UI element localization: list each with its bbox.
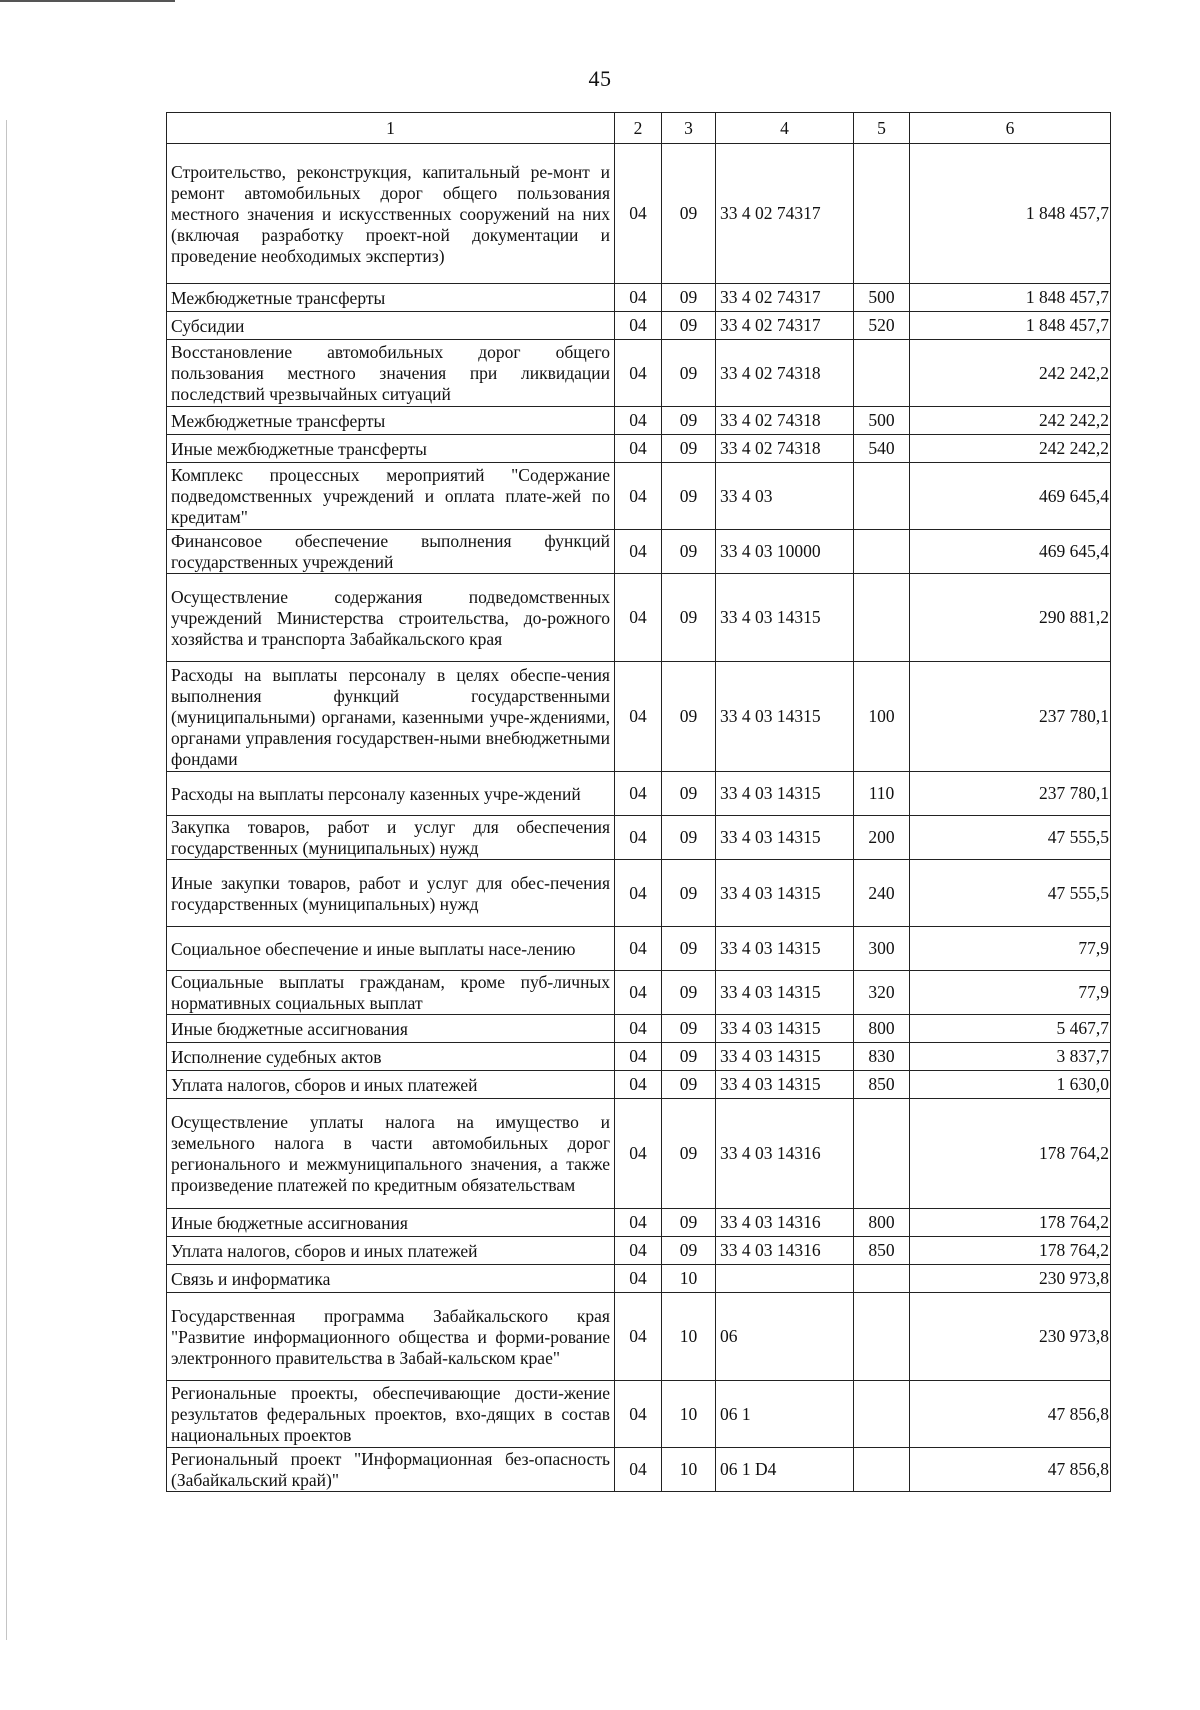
row-name-cell: Иные межбюджетные трансферты	[167, 435, 615, 463]
amount-cell: 230 973,8	[910, 1293, 1111, 1381]
table-row	[167, 1293, 1111, 1381]
subsection-code-cell: 10	[662, 1293, 716, 1381]
amount-cell: 178 764,2	[910, 1099, 1111, 1209]
header-cell-4: 4	[716, 113, 854, 144]
target-article-cell: 33 4 03 14315	[716, 772, 854, 816]
amount-cell: 469 645,4	[910, 530, 1111, 574]
amount-cell: 47 555,5	[910, 816, 1111, 860]
expense-type-cell	[854, 1381, 910, 1448]
target-article-cell: 33 4 02 74317	[716, 284, 854, 312]
section-code-cell: 04	[615, 1381, 662, 1448]
subsection-code-cell: 09	[662, 1237, 716, 1265]
amount-cell: 242 242,2	[910, 435, 1111, 463]
header-cell-3: 3	[662, 113, 716, 144]
row-name-cell: Субсидии	[167, 312, 615, 340]
table-row	[167, 662, 1111, 772]
subsection-code-cell: 09	[662, 816, 716, 860]
header-cell-6: 6	[910, 113, 1111, 144]
header-cell-2: 2	[615, 113, 662, 144]
section-code-cell: 04	[615, 144, 662, 284]
amount-cell: 1 848 457,7	[910, 312, 1111, 340]
table-row	[167, 340, 1111, 407]
expense-type-cell: 850	[854, 1071, 910, 1099]
expense-type-cell	[854, 340, 910, 407]
section-code-cell: 04	[615, 284, 662, 312]
expense-type-cell	[854, 144, 910, 284]
target-article-cell: 33 4 02 74317	[716, 144, 854, 284]
table-row	[167, 1381, 1111, 1448]
section-code-cell: 04	[615, 1043, 662, 1071]
expense-type-cell: 800	[854, 1015, 910, 1043]
subsection-code-cell: 10	[662, 1265, 716, 1293]
table-row	[167, 1448, 1111, 1492]
table-body	[167, 144, 1111, 1492]
subsection-code-cell: 09	[662, 1043, 716, 1071]
section-code-cell: 04	[615, 816, 662, 860]
subsection-code-cell: 09	[662, 662, 716, 772]
target-article-cell: 33 4 03	[716, 463, 854, 530]
row-name-cell: Восстановление автомобильных дорог общего пользования местного значения при ликвидации последствий чрезвычайных ситуаций	[167, 340, 615, 407]
expense-type-cell: 320	[854, 971, 910, 1015]
amount-cell: 47 856,8	[910, 1448, 1111, 1492]
header-cell-5: 5	[854, 113, 910, 144]
expense-type-cell: 800	[854, 1209, 910, 1237]
section-code-cell: 04	[615, 1099, 662, 1209]
table-row	[167, 144, 1111, 284]
section-code-cell: 04	[615, 1293, 662, 1381]
subsection-code-cell: 09	[662, 927, 716, 971]
header-cell-1: 1	[167, 113, 615, 144]
table-row	[167, 971, 1111, 1015]
subsection-code-cell: 09	[662, 312, 716, 340]
table-row	[167, 1015, 1111, 1043]
expense-type-cell: 100	[854, 662, 910, 772]
row-name-cell: Связь и информатика	[167, 1265, 615, 1293]
budget-table	[166, 112, 1111, 1492]
table-row	[167, 1043, 1111, 1071]
subsection-code-cell: 09	[662, 435, 716, 463]
target-article-cell: 33 4 03 14316	[716, 1237, 854, 1265]
amount-cell: 3 837,7	[910, 1043, 1111, 1071]
amount-cell: 469 645,4	[910, 463, 1111, 530]
amount-cell: 47 856,8	[910, 1381, 1111, 1448]
expense-type-cell	[854, 1099, 910, 1209]
table-row	[167, 1237, 1111, 1265]
row-name-cell: Социальные выплаты гражданам, кроме пуб-личных нормативных социальных выплат	[167, 971, 615, 1015]
amount-cell: 230 973,8	[910, 1265, 1111, 1293]
target-article-cell: 06 1 D4	[716, 1448, 854, 1492]
table-row	[167, 927, 1111, 971]
amount-cell: 5 467,7	[910, 1015, 1111, 1043]
table-row	[167, 816, 1111, 860]
subsection-code-cell: 09	[662, 407, 716, 435]
section-code-cell: 04	[615, 435, 662, 463]
section-code-cell: 04	[615, 971, 662, 1015]
row-name-cell: Уплата налогов, сборов и иных платежей	[167, 1071, 615, 1099]
section-code-cell: 04	[615, 312, 662, 340]
table-row	[167, 1209, 1111, 1237]
subsection-code-cell: 09	[662, 860, 716, 927]
expense-type-cell	[854, 463, 910, 530]
section-code-cell: 04	[615, 530, 662, 574]
target-article-cell: 33 4 02 74318	[716, 435, 854, 463]
expense-type-cell: 850	[854, 1237, 910, 1265]
expense-type-cell	[854, 1293, 910, 1381]
row-name-cell: Государственная программа Забайкальского края "Развитие информационного общества и форми-рование электронного правительства в Забай-кальском крае"	[167, 1293, 615, 1381]
amount-cell: 242 242,2	[910, 340, 1111, 407]
expense-type-cell	[854, 1265, 910, 1293]
target-article-cell: 33 4 03 14315	[716, 1043, 854, 1071]
target-article-cell: 33 4 02 74318	[716, 340, 854, 407]
table-row	[167, 312, 1111, 340]
row-name-cell: Иные закупки товаров, работ и услуг для обес-печения государственных (муниципальных) нужд	[167, 860, 615, 927]
subsection-code-cell: 09	[662, 772, 716, 816]
section-code-cell: 04	[615, 1237, 662, 1265]
section-code-cell: 04	[615, 1209, 662, 1237]
subsection-code-cell: 09	[662, 574, 716, 662]
expense-type-cell: 830	[854, 1043, 910, 1071]
table-row	[167, 860, 1111, 927]
expense-type-cell: 110	[854, 772, 910, 816]
table-header-row	[167, 113, 1111, 144]
amount-cell: 242 242,2	[910, 407, 1111, 435]
table-row	[167, 284, 1111, 312]
expense-type-cell: 500	[854, 407, 910, 435]
target-article-cell: 33 4 03 14315	[716, 971, 854, 1015]
target-article-cell	[716, 1265, 854, 1293]
expense-type-cell: 300	[854, 927, 910, 971]
row-name-cell: Комплекс процессных мероприятий "Содержание подведомственных учреждений и оплата плате-жей по кредитам"	[167, 463, 615, 530]
row-name-cell: Закупка товаров, работ и услуг для обеспечения государственных (муниципальных) нужд	[167, 816, 615, 860]
section-code-cell: 04	[615, 1448, 662, 1492]
row-name-cell: Осуществление уплаты налога на имущество и земельного налога в части автомобильных дорог регионального и межмуниципального значения, а также произведение платежей по кредитным обязательствам	[167, 1099, 615, 1209]
section-code-cell: 04	[615, 1071, 662, 1099]
section-code-cell: 04	[615, 927, 662, 971]
expense-type-cell	[854, 530, 910, 574]
row-name-cell: Строительство, реконструкция, капитальный ре-монт и ремонт автомобильных дорог общего пользования местного значения и искусственных сооружений на них (включая разработку проект-ной документации и проведение необходимых экспертиз)	[167, 144, 615, 284]
row-name-cell: Иные бюджетные ассигнования	[167, 1209, 615, 1237]
table-row	[167, 407, 1111, 435]
row-name-cell: Региональные проекты, обеспечивающие дости-жение результатов федеральных проектов, вхо-дящих в состав национальных проектов	[167, 1381, 615, 1448]
subsection-code-cell: 09	[662, 971, 716, 1015]
row-name-cell: Межбюджетные трансферты	[167, 407, 615, 435]
target-article-cell: 06 1	[716, 1381, 854, 1448]
target-article-cell: 33 4 03 14315	[716, 574, 854, 662]
amount-cell: 1 848 457,7	[910, 144, 1111, 284]
section-code-cell: 04	[615, 574, 662, 662]
amount-cell: 77,9	[910, 927, 1111, 971]
subsection-code-cell: 09	[662, 1015, 716, 1043]
section-code-cell: 04	[615, 662, 662, 772]
target-article-cell: 06	[716, 1293, 854, 1381]
table-row	[167, 772, 1111, 816]
page-number: 45	[588, 66, 612, 91]
target-article-cell: 33 4 02 74317	[716, 312, 854, 340]
subsection-code-cell: 09	[662, 1209, 716, 1237]
section-code-cell: 04	[615, 860, 662, 927]
target-article-cell: 33 4 03 14315	[716, 860, 854, 927]
row-name-cell: Уплата налогов, сборов и иных платежей	[167, 1237, 615, 1265]
amount-cell: 237 780,1	[910, 772, 1111, 816]
row-name-cell: Расходы на выплаты персоналу в целях обеспе-чения выполнения функций государственными (муниципальными) органами, казенными учре-ждениями, органами управления государствен-ными внебюджетными фондами	[167, 662, 615, 772]
amount-cell: 1 630,0	[910, 1071, 1111, 1099]
scan-mark-left-edge	[6, 120, 7, 1640]
expense-type-cell: 540	[854, 435, 910, 463]
target-article-cell: 33 4 03 14315	[716, 816, 854, 860]
amount-cell: 237 780,1	[910, 662, 1111, 772]
amount-cell: 77,9	[910, 971, 1111, 1015]
target-article-cell: 33 4 03 14316	[716, 1209, 854, 1237]
row-name-cell: Расходы на выплаты персоналу казенных учре-ждений	[167, 772, 615, 816]
table-row	[167, 1265, 1111, 1293]
target-article-cell: 33 4 03 14315	[716, 1015, 854, 1043]
row-name-cell: Иные бюджетные ассигнования	[167, 1015, 615, 1043]
table-row	[167, 1071, 1111, 1099]
row-name-cell: Региональный проект "Информационная без-опасность (Забайкальский край)"	[167, 1448, 615, 1492]
table-row	[167, 1099, 1111, 1209]
subsection-code-cell: 09	[662, 284, 716, 312]
section-code-cell: 04	[615, 1265, 662, 1293]
subsection-code-cell: 09	[662, 340, 716, 407]
expense-type-cell	[854, 574, 910, 662]
amount-cell: 47 555,5	[910, 860, 1111, 927]
target-article-cell: 33 4 03 14316	[716, 1099, 854, 1209]
expense-type-cell: 200	[854, 816, 910, 860]
row-name-cell: Исполнение судебных актов	[167, 1043, 615, 1071]
subsection-code-cell: 09	[662, 463, 716, 530]
row-name-cell: Финансовое обеспечение выполнения функций государственных учреждений	[167, 530, 615, 574]
table-row	[167, 574, 1111, 662]
expense-type-cell	[854, 1448, 910, 1492]
section-code-cell: 04	[615, 772, 662, 816]
subsection-code-cell: 10	[662, 1381, 716, 1448]
target-article-cell: 33 4 03 14315	[716, 1071, 854, 1099]
subsection-code-cell: 10	[662, 1448, 716, 1492]
expense-type-cell: 500	[854, 284, 910, 312]
amount-cell: 1 848 457,7	[910, 284, 1111, 312]
expense-type-cell: 240	[854, 860, 910, 927]
target-article-cell: 33 4 03 14315	[716, 662, 854, 772]
row-name-cell: Осуществление содержания подведомственных учреждений Министерства строительства, до-рожного хозяйства и транспорта Забайкальского края	[167, 574, 615, 662]
amount-cell: 178 764,2	[910, 1209, 1111, 1237]
target-article-cell: 33 4 02 74318	[716, 407, 854, 435]
table-row	[167, 463, 1111, 530]
subsection-code-cell: 09	[662, 144, 716, 284]
expense-type-cell: 520	[854, 312, 910, 340]
row-name-cell: Социальное обеспечение и иные выплаты насе-лению	[167, 927, 615, 971]
amount-cell: 290 881,2	[910, 574, 1111, 662]
subsection-code-cell: 09	[662, 1099, 716, 1209]
section-code-cell: 04	[615, 407, 662, 435]
table-row	[167, 435, 1111, 463]
section-code-cell: 04	[615, 463, 662, 530]
target-article-cell: 33 4 03 14315	[716, 927, 854, 971]
row-name-cell: Межбюджетные трансферты	[167, 284, 615, 312]
section-code-cell: 04	[615, 340, 662, 407]
scan-mark-top-left	[0, 0, 175, 2]
subsection-code-cell: 09	[662, 530, 716, 574]
amount-cell: 178 764,2	[910, 1237, 1111, 1265]
subsection-code-cell: 09	[662, 1071, 716, 1099]
target-article-cell: 33 4 03 10000	[716, 530, 854, 574]
table-row	[167, 530, 1111, 574]
section-code-cell: 04	[615, 1015, 662, 1043]
